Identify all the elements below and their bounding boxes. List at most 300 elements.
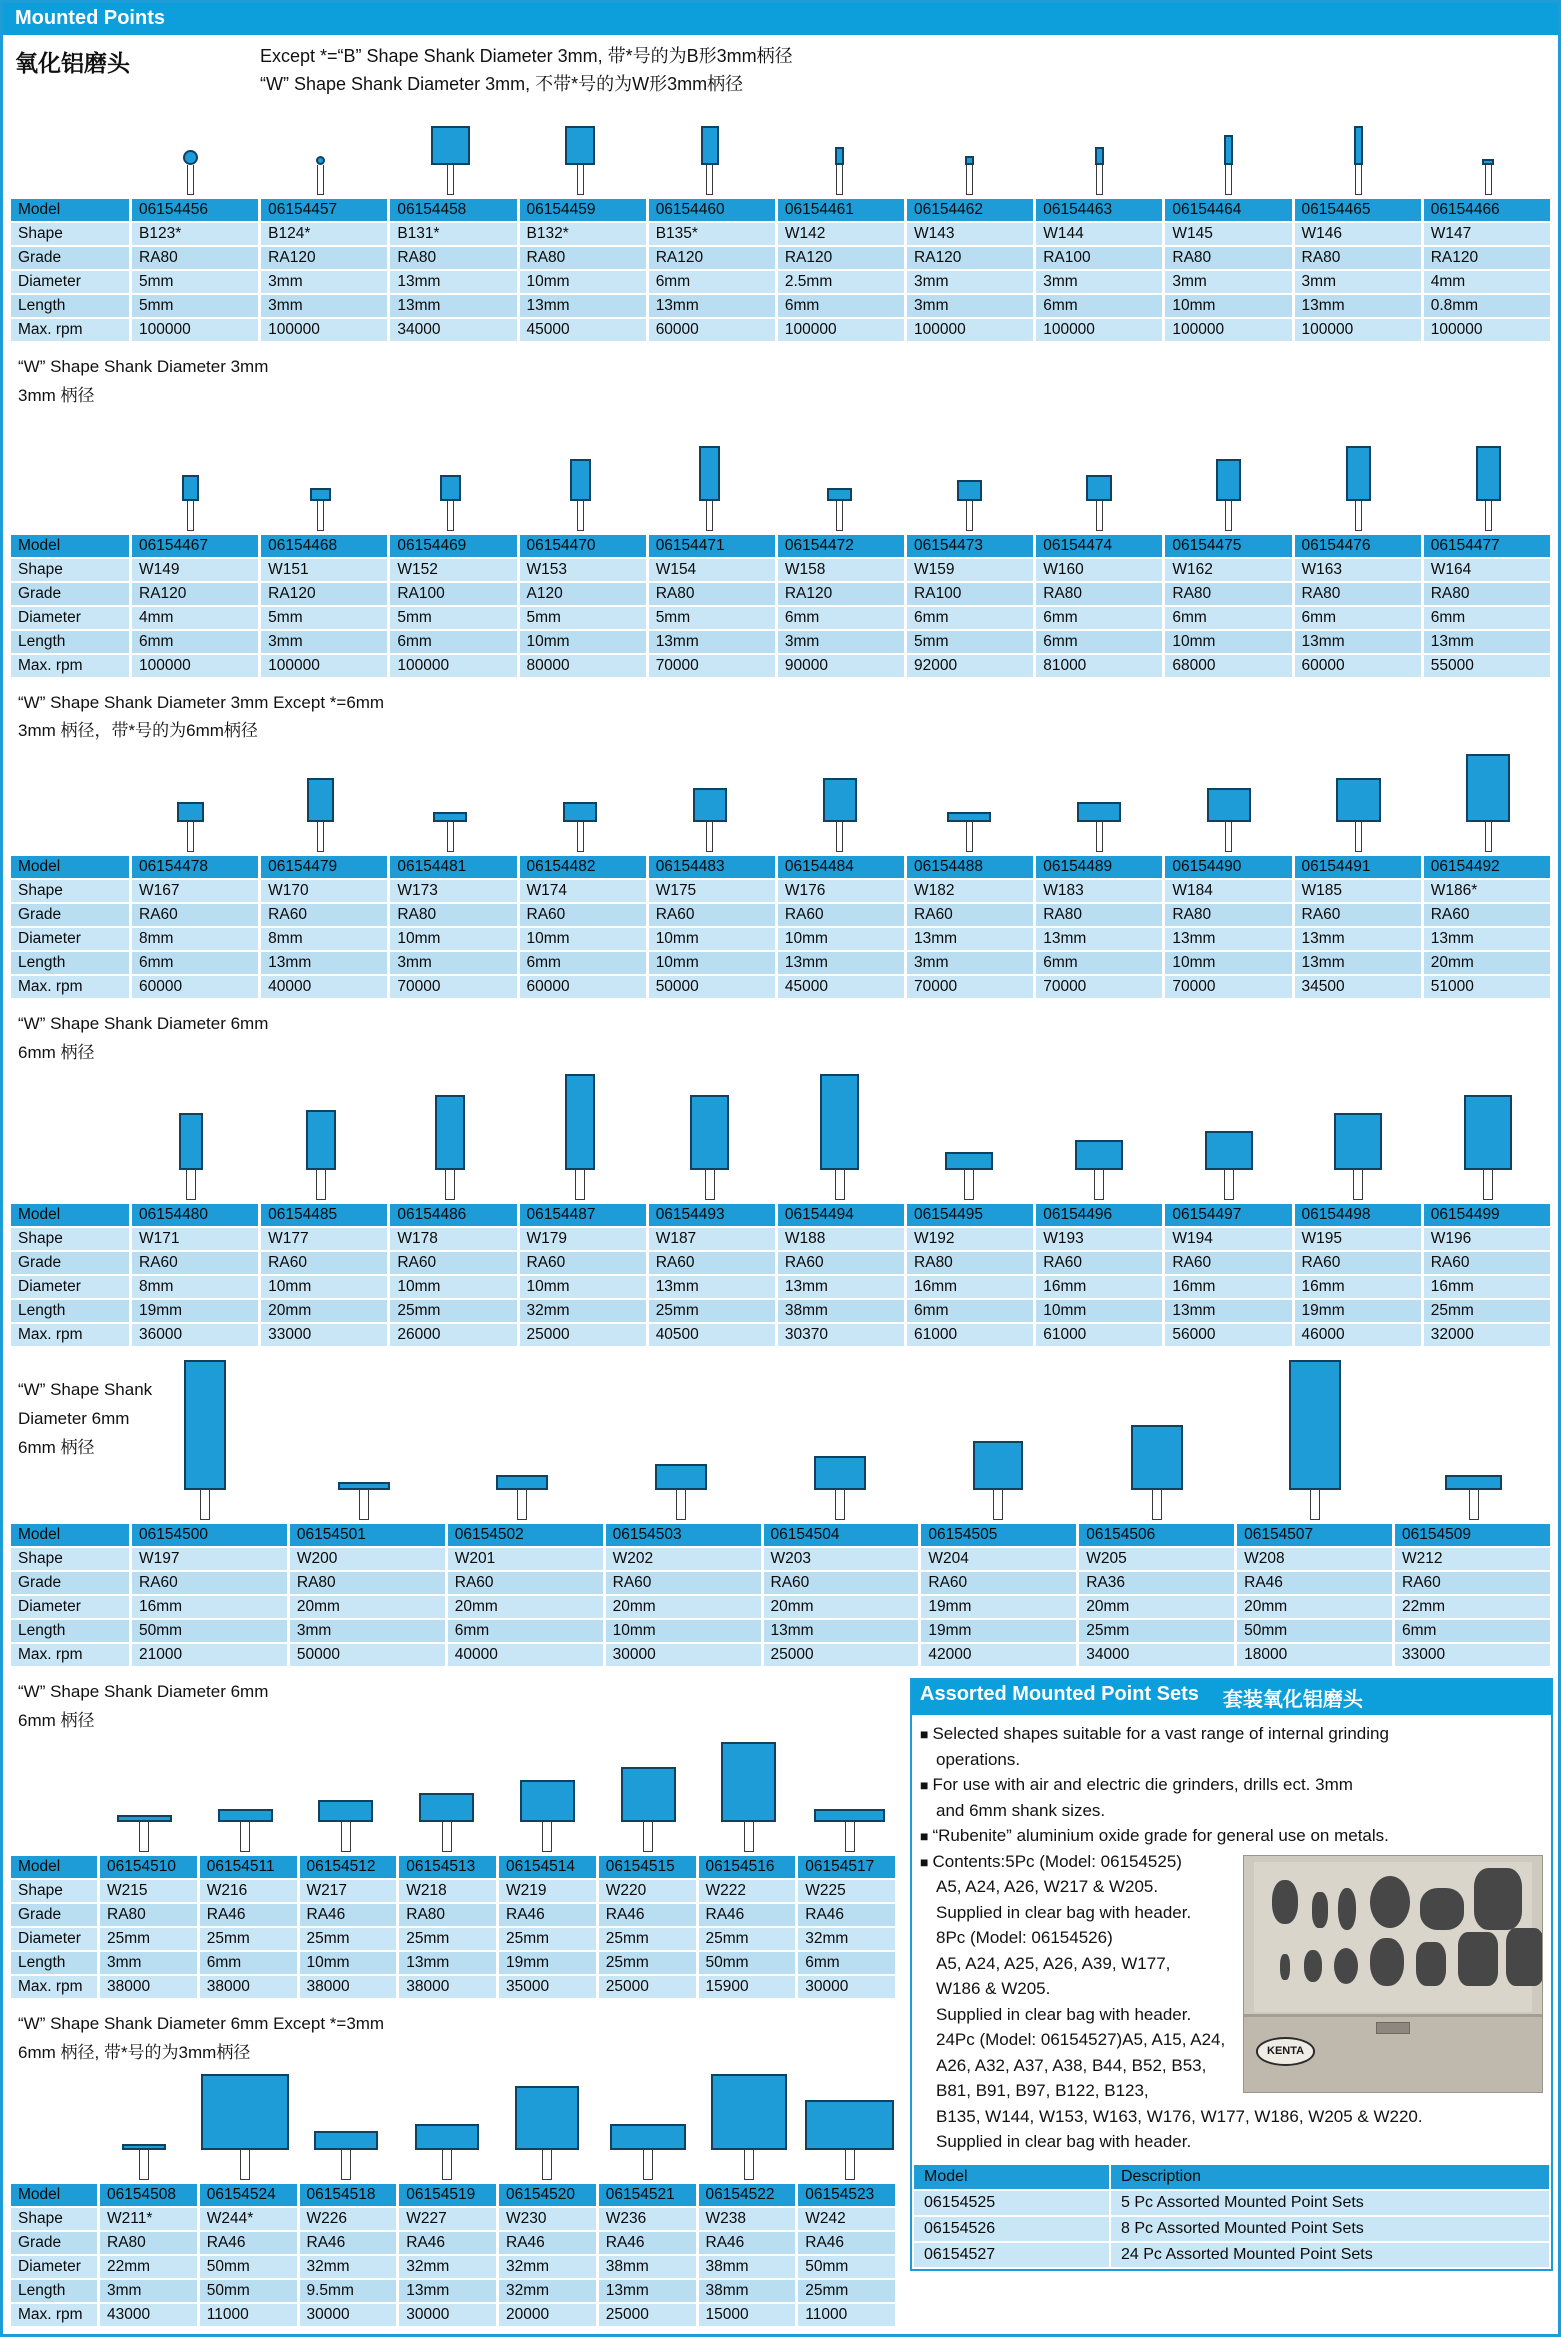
abrasive-head — [201, 2074, 290, 2150]
spec-row — [11, 1228, 1550, 1250]
cn-subtitle: 氧化铝磨头 — [15, 50, 130, 76]
value-cell: W142 — [778, 223, 904, 245]
shank-note-line1: Except *=“B” Shape Shank Diameter 3mm, 带*号的为B形3mm柄径 — [260, 46, 793, 66]
value-cell: 10mm — [1036, 1300, 1162, 1322]
value-cell: W167 — [132, 880, 258, 902]
page-title: Mounted Points — [3, 3, 1558, 35]
value-cell: 8mm — [261, 928, 387, 950]
value-cell: 10mm — [520, 631, 646, 653]
value-cell: RA36 — [1079, 1572, 1234, 1594]
model-cell: 06154506 — [1079, 1524, 1234, 1546]
value-cell: 92000 — [907, 655, 1033, 677]
section-title-cn: 6mm 柄径 — [18, 1437, 95, 1457]
mounted-point-figure — [117, 1815, 172, 1852]
value-cell: 20mm — [1079, 1596, 1234, 1618]
photo-tray — [1254, 1862, 1532, 2012]
value-cell: 13mm — [1295, 295, 1421, 317]
abrasive-head — [1075, 1140, 1123, 1170]
value-cell: 25mm — [1424, 1300, 1550, 1322]
mounted-point-figure — [314, 2131, 378, 2180]
shank — [341, 2150, 351, 2180]
value-cell: W146 — [1295, 223, 1421, 245]
row-label: Grade — [11, 904, 129, 926]
value-cell: 90000 — [778, 655, 904, 677]
spec-row — [11, 1276, 1550, 1298]
value-cell: 6mm — [1395, 1620, 1550, 1642]
shank — [200, 1490, 210, 1520]
value-cell: RA60 — [1295, 1252, 1421, 1274]
shape-cell — [699, 2074, 800, 2180]
value-cell: RA46 — [599, 2232, 696, 2254]
value-cell: W238 — [699, 2208, 796, 2230]
mounted-point-figure — [1086, 475, 1111, 530]
value-cell: 50mm — [699, 1952, 796, 1974]
value-cell: RA120 — [778, 583, 904, 605]
mounted-point-figure — [965, 156, 974, 195]
value-cell: 18000 — [1237, 1644, 1392, 1666]
assorted-title-en: Assorted Mounted Point Sets — [920, 1683, 1199, 1706]
value-cell: 19mm — [921, 1620, 1076, 1642]
value-cell: 32mm — [499, 2256, 596, 2278]
value-cell: RA80 — [1165, 904, 1291, 926]
abrasive-head — [314, 2131, 378, 2150]
spec-table — [8, 2182, 898, 2328]
set-description: 5 Pc Assorted Mounted Point Sets — [1111, 2191, 1549, 2215]
shape-cell — [1395, 1475, 1554, 1521]
spec-table — [8, 533, 1553, 679]
value-cell: RA60 — [261, 1252, 387, 1274]
bottom-left-sections — [8, 1668, 900, 2328]
shank — [139, 2150, 149, 2180]
shank — [577, 822, 584, 852]
row-label: Model — [11, 2184, 97, 2206]
model-cell: 06154472 — [778, 535, 904, 557]
value-cell: 10mm — [1165, 295, 1291, 317]
spec-row — [11, 928, 1550, 950]
table-row — [914, 2191, 1549, 2215]
mounted-point-figure — [721, 1742, 776, 1852]
section-title — [8, 679, 1553, 747]
spec-row — [11, 1572, 1550, 1594]
value-cell: 20mm — [448, 1596, 603, 1618]
value-cell: 70000 — [907, 976, 1033, 998]
value-cell: W220 — [599, 1880, 696, 1902]
mounted-point-figure — [1334, 1113, 1382, 1200]
model-cell: 06154492 — [1424, 856, 1550, 878]
row-label: Grade — [11, 1572, 129, 1594]
spec-row — [11, 1620, 1550, 1642]
value-cell: 5mm — [907, 631, 1033, 653]
shank — [1096, 165, 1103, 195]
set-description: 8 Pc Assorted Mounted Point Sets — [1111, 2217, 1549, 2241]
value-cell: RA80 — [1036, 904, 1162, 926]
value-cell: W236 — [599, 2208, 696, 2230]
mounted-point-figure — [1289, 1360, 1341, 1520]
value-cell: 13mm — [1165, 1300, 1291, 1322]
shape-cell — [195, 2074, 296, 2180]
value-cell: W202 — [606, 1548, 761, 1570]
shank — [317, 822, 324, 852]
value-cell: RA46 — [200, 1904, 297, 1926]
mounted-point-figure — [570, 459, 591, 531]
value-cell: 25000 — [520, 1324, 646, 1346]
value-cell: 46000 — [1295, 1324, 1421, 1346]
model-cell: 06154499 — [1424, 1204, 1550, 1226]
value-cell: RA60 — [921, 1572, 1076, 1594]
value-cell: W173 — [390, 880, 516, 902]
abrasive-head — [721, 1742, 776, 1822]
shank — [442, 1822, 452, 1852]
value-cell: 20mm — [1237, 1596, 1392, 1618]
value-cell: 6mm — [520, 952, 646, 974]
shape-cell — [385, 126, 515, 195]
value-cell: 81000 — [1036, 655, 1162, 677]
value-cell: 30000 — [399, 2304, 496, 2326]
model-cell: 06154485 — [261, 1204, 387, 1226]
value-cell: 13mm — [390, 271, 516, 293]
section-title-cn: 6mm 柄径, 带*号的为3mm柄径 — [18, 2042, 251, 2062]
abrasive-head — [827, 488, 852, 501]
abrasive-head — [310, 488, 331, 501]
value-cell: RA60 — [132, 1572, 287, 1594]
model-cell: 06154467 — [132, 535, 258, 557]
value-cell: 13mm — [778, 952, 904, 974]
model-cell: 06154513 — [399, 1856, 496, 1878]
mounted-point-figure — [307, 778, 334, 852]
row-label: Diameter — [11, 1928, 97, 1950]
spec-row — [11, 976, 1550, 998]
shape-cell — [1294, 446, 1424, 531]
model-cell: 06154515 — [599, 1856, 696, 1878]
value-cell: 100000 — [261, 319, 387, 341]
mounted-point-figure — [1216, 459, 1241, 531]
value-cell: RA60 — [1036, 1252, 1162, 1274]
bullet-text: W186 & W205. — [936, 1979, 1051, 1999]
spec-row — [11, 631, 1550, 653]
value-cell: 13mm — [764, 1620, 919, 1642]
value-cell: 38mm — [778, 1300, 904, 1322]
section-title — [8, 2000, 900, 2068]
shank — [1469, 1490, 1479, 1520]
value-cell: W230 — [499, 2208, 596, 2230]
product-section — [8, 343, 1553, 679]
model-row — [11, 199, 1550, 221]
value-cell: 19mm — [1295, 1300, 1421, 1322]
abrasive-head — [1346, 446, 1371, 501]
value-cell: 3mm — [261, 295, 387, 317]
shapes-row — [8, 1348, 1553, 1520]
shank — [706, 501, 713, 531]
value-cell: 25mm — [699, 1928, 796, 1950]
value-cell: 51000 — [1424, 976, 1550, 998]
table-row — [914, 2217, 1549, 2241]
value-cell: RA80 — [1424, 583, 1550, 605]
abrasive-head — [1077, 802, 1121, 822]
bullet-text: operations. — [936, 1749, 1021, 1769]
value-cell: 50000 — [290, 1644, 445, 1666]
value-cell: 13mm — [1165, 928, 1291, 950]
top-sections — [3, 99, 1558, 1668]
abrasive-head — [957, 480, 982, 501]
shape-cell — [256, 488, 386, 531]
value-cell: 100000 — [132, 319, 258, 341]
value-cell: 61000 — [1036, 1324, 1162, 1346]
abrasive-head — [419, 1793, 474, 1822]
shape-cell — [1034, 147, 1164, 195]
value-cell: RA46 — [399, 2232, 496, 2254]
model-cell: 06154514 — [499, 1856, 596, 1878]
mounted-point-figure — [1354, 126, 1363, 195]
abrasive-head — [433, 812, 467, 822]
mounted-point-figure — [496, 1475, 548, 1521]
row-label: Shape — [11, 223, 129, 245]
mounted-point-figure — [338, 1482, 390, 1520]
shape-cell — [775, 488, 905, 531]
spec-table — [8, 1854, 898, 2000]
shape-cell — [94, 1815, 195, 1852]
spec-row — [11, 2232, 895, 2254]
value-cell: 25mm — [798, 2280, 895, 2302]
spec-row — [11, 1252, 1550, 1274]
value-cell: 36000 — [132, 1324, 258, 1346]
model-cell: 06154479 — [261, 856, 387, 878]
value-cell: W204 — [921, 1548, 1076, 1570]
shank-note-line2: “W” Shape Shank Diameter 3mm, 不带*号的为W形3mm柄径 — [260, 73, 744, 94]
value-cell: RA80 — [290, 1572, 445, 1594]
bullet-square-icon: ■ — [920, 1777, 929, 1794]
shank — [575, 1170, 585, 1200]
value-cell: 32mm — [399, 2256, 496, 2278]
value-cell: RA60 — [1424, 904, 1550, 926]
shank — [1225, 822, 1232, 852]
value-cell: 40000 — [261, 976, 387, 998]
value-cell: 13mm — [649, 1276, 775, 1298]
value-cell: W145 — [1165, 223, 1291, 245]
value-cell: 25000 — [599, 1976, 696, 1998]
bullet-text: For use with air and electric die grinders, drills ect. 3mm — [932, 1775, 1353, 1795]
value-cell: 43000 — [100, 2304, 197, 2326]
shape-cell — [385, 1095, 515, 1200]
row-label: Max. rpm — [11, 1324, 129, 1346]
value-cell: W177 — [261, 1228, 387, 1250]
model-cell: 06154478 — [132, 856, 258, 878]
section-title-cn: 3mm 柄径，带*号的为6mm柄径 — [18, 721, 258, 741]
mounted-point-figure — [1336, 778, 1380, 852]
shank — [542, 2150, 552, 2180]
shank — [836, 822, 843, 852]
mounted-point-figure — [1095, 147, 1104, 195]
shank — [187, 165, 194, 195]
abrasive-head — [496, 1475, 548, 1491]
value-cell: 6mm — [1036, 295, 1162, 317]
spec-row — [11, 1904, 895, 1926]
value-cell: 10mm — [606, 1620, 761, 1642]
value-cell: 9.5mm — [300, 2280, 397, 2302]
mounted-point-figure — [310, 488, 331, 531]
row-label: Model — [11, 856, 129, 878]
abrasive-head — [318, 1800, 373, 1822]
value-cell: W175 — [649, 880, 775, 902]
shank — [706, 165, 713, 195]
value-cell: RA60 — [1395, 1572, 1550, 1594]
value-cell: RA80 — [399, 1904, 496, 1926]
shank — [836, 501, 843, 531]
bullet-text: A26, A32, A37, A38, B44, B52, B53, B81, B91, B97, B122, B123, — [936, 2055, 1207, 2101]
abrasive-head — [1131, 1425, 1183, 1490]
shank — [445, 1170, 455, 1200]
mounted-point-figure — [1476, 446, 1501, 531]
model-cell: 06154505 — [921, 1524, 1076, 1546]
model-cell: 06154480 — [132, 1204, 258, 1226]
abrasive-head — [431, 126, 470, 165]
shank — [317, 501, 324, 531]
value-cell: 61000 — [907, 1324, 1033, 1346]
abrasive-head — [515, 2086, 579, 2150]
abrasive-head — [835, 147, 844, 165]
mounted-point-photo-item — [1280, 1954, 1290, 1980]
assorted-sets-panel — [910, 1678, 1553, 2271]
abrasive-head — [1466, 754, 1510, 822]
value-cell: 50mm — [200, 2280, 297, 2302]
spec-row — [11, 583, 1550, 605]
model-cell: 06154484 — [778, 856, 904, 878]
row-label: Length — [11, 1620, 129, 1642]
bullet-text: A5, A24, A25, A26, A39, W177, — [936, 1953, 1171, 1973]
value-cell: 34000 — [390, 319, 516, 341]
spec-table — [8, 1202, 1553, 1348]
value-cell: 80000 — [520, 655, 646, 677]
value-cell: RA60 — [1424, 1252, 1550, 1274]
assorted-bullet-line — [920, 1772, 1543, 1798]
value-cell: RA80 — [520, 247, 646, 269]
assorted-body — [912, 1715, 1551, 2159]
shank — [447, 165, 454, 195]
value-cell: W225 — [798, 1880, 895, 1902]
value-cell: 6mm — [1424, 607, 1550, 629]
value-cell: RA80 — [1295, 247, 1421, 269]
abrasive-head — [1207, 788, 1251, 822]
mounted-point-figure — [693, 788, 727, 852]
value-cell: 13mm — [778, 1276, 904, 1298]
mounted-point-figure — [122, 2144, 166, 2180]
value-cell: 16mm — [1295, 1276, 1421, 1298]
value-cell: W226 — [300, 2208, 397, 2230]
mounted-point-photo-item — [1416, 1942, 1446, 1986]
shank — [1355, 165, 1362, 195]
shape-cell — [699, 1742, 800, 1852]
value-cell: 6mm — [778, 295, 904, 317]
bullet-text: Contents:5Pc (Model: 06154525) — [932, 1851, 1182, 1871]
model-cell: 06154471 — [649, 535, 775, 557]
mounted-point-figure — [805, 2100, 894, 2180]
section-title — [18, 1376, 193, 1463]
model-cell: 06154482 — [520, 856, 646, 878]
mounted-point-figure — [947, 812, 991, 852]
row-label: Length — [11, 1952, 97, 1974]
abrasive-head — [1224, 135, 1233, 165]
value-cell: W217 — [300, 1880, 397, 1902]
value-cell: B123* — [132, 223, 258, 245]
value-cell: RA80 — [907, 1252, 1033, 1274]
value-cell: B132* — [520, 223, 646, 245]
value-cell: RA46 — [699, 2232, 796, 2254]
model-cell: 06154470 — [520, 535, 646, 557]
abrasive-head — [182, 475, 199, 500]
value-cell: 20mm — [606, 1596, 761, 1618]
spec-row — [11, 880, 1550, 902]
section-title — [8, 1668, 900, 1736]
value-cell: 6mm — [1295, 607, 1421, 629]
shank — [643, 2150, 653, 2180]
value-cell: 3mm — [1165, 271, 1291, 293]
value-cell: 25mm — [1079, 1620, 1234, 1642]
assorted-col-model: Model — [914, 2165, 1109, 2189]
abrasive-head — [1464, 1095, 1512, 1170]
shape-cell — [775, 147, 905, 195]
shape-cell — [1236, 1360, 1395, 1520]
model-cell: 06154519 — [399, 2184, 496, 2206]
shape-cell — [1077, 1425, 1236, 1520]
mounted-point-figure — [973, 1441, 1022, 1520]
model-cell: 06154503 — [606, 1524, 761, 1546]
shape-cell — [645, 446, 775, 531]
shape-cell — [1164, 135, 1294, 195]
shank — [1355, 822, 1362, 852]
shape-cell — [515, 1074, 645, 1200]
abrasive-head — [693, 788, 727, 822]
value-cell: RA120 — [649, 247, 775, 269]
abrasive-head — [973, 1441, 1022, 1490]
value-cell: RA100 — [1036, 247, 1162, 269]
mounted-point-figure — [431, 126, 470, 195]
value-cell: 15900 — [699, 1976, 796, 1998]
value-cell: RA100 — [390, 583, 516, 605]
shank — [139, 1822, 149, 1852]
shape-cell — [515, 459, 645, 531]
model-cell: 06154477 — [1424, 535, 1550, 557]
model-cell: 06154456 — [132, 199, 258, 221]
abrasive-head — [177, 802, 204, 822]
shank — [744, 2150, 754, 2180]
mounted-point-figure — [1445, 1475, 1502, 1521]
abrasive-head — [435, 1095, 465, 1170]
shape-cell — [645, 788, 775, 852]
model-cell: 06154463 — [1036, 199, 1162, 221]
abrasive-head — [316, 156, 325, 165]
value-cell: W149 — [132, 559, 258, 581]
set-description: 24 Pc Assorted Mounted Point Sets — [1111, 2243, 1549, 2267]
bullet-text: B135, W144, W153, W163, W176, W177, W186, W205 & W220. — [936, 2106, 1423, 2126]
shape-cell — [645, 1095, 775, 1200]
model-row — [11, 1856, 895, 1878]
value-cell: 3mm — [1295, 271, 1421, 293]
value-cell: RA80 — [649, 583, 775, 605]
row-label: Diameter — [11, 1596, 129, 1618]
value-cell: 25000 — [599, 2304, 696, 2326]
value-cell: 6mm — [798, 1952, 895, 1974]
shank — [836, 165, 843, 195]
shank — [359, 1490, 369, 1520]
mounted-point-figure — [515, 2086, 579, 2180]
spec-row — [11, 1300, 1550, 1322]
row-label: Shape — [11, 880, 129, 902]
bottom-row — [8, 1668, 1553, 2328]
mounted-point-figure — [621, 1767, 676, 1852]
shape-cell — [385, 475, 515, 530]
shank — [1096, 501, 1103, 531]
value-cell: RA60 — [390, 1252, 516, 1274]
value-cell: 13mm — [1036, 928, 1162, 950]
